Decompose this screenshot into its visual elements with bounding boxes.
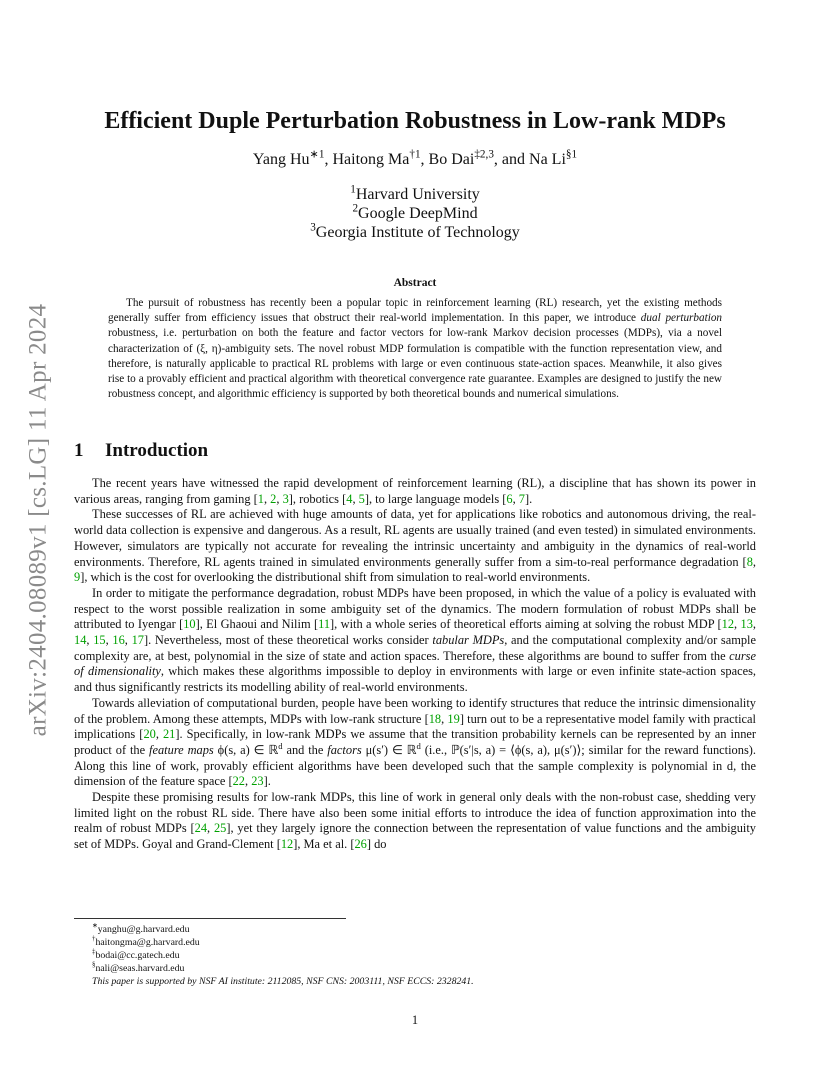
citation-link[interactable]: 1 <box>257 491 264 506</box>
author-name: Na Li <box>529 151 566 168</box>
introduction-body <box>74 476 756 853</box>
citation-link[interactable]: 19 <box>447 711 460 726</box>
footnotes <box>92 923 756 988</box>
citation-link[interactable]: 6 <box>506 491 513 506</box>
affiliation <box>74 185 756 204</box>
affiliation <box>74 204 756 223</box>
author <box>332 148 421 168</box>
footnote-mark: † <box>92 935 96 943</box>
citation-link[interactable]: 4 <box>346 491 353 506</box>
footnote-email[interactable]: bodai@cc.gatech.edu <box>95 950 180 961</box>
funding-note: This paper is supported by NSF AI institute: 2112085, NSF CNS: 2003111, NSF ECCS: 2328241. <box>92 976 474 987</box>
author-list: Yang $Hu^{∗1}$, Haitong Ma$^{\dagger 1}$, Bo Dai$^{\ddagger 2,3}$, and Na Li$^{\S 1}$ <box>252 148 578 168</box>
superscript: d <box>278 740 283 751</box>
citation-link[interactable]: 21 <box>162 727 176 742</box>
author-marks: ‡2,3 <box>474 148 494 161</box>
affiliation <box>74 223 756 242</box>
footnote-mark: § <box>92 961 96 969</box>
affiliation-mark: 3 <box>310 221 316 234</box>
citation-link[interactable]: 3 <box>282 491 289 506</box>
footnote-mark: ‡ <box>92 948 96 956</box>
footnote <box>92 962 756 975</box>
footnote <box>92 923 756 936</box>
footnote-mark: ∗ <box>92 922 98 930</box>
citation-link[interactable]: 23 <box>251 774 264 789</box>
affiliation-list <box>74 185 756 242</box>
citation-link[interactable]: 14 <box>74 633 87 648</box>
body-paragraph: Despite these promising results for low-rank MDPs, this line of work in general only deals with the non-robust case, shedding very limited light on the robust RL side. There have also been some initial efforts to introduce the idea of function approximation into the realm of robust MDPs [24, 25], yet they largely ignore the connection between the representation of value functions and the ambiguity set of MDPs. Goyal and Grand-Clement [12], Ma et al. [26] do <box>74 790 756 852</box>
footnote-divider <box>74 918 346 919</box>
footnote <box>92 936 756 949</box>
section-number: 1 <box>74 440 84 461</box>
citation-link[interactable]: 24 <box>194 821 208 836</box>
citation-link[interactable]: 8 <box>746 554 753 569</box>
page-number: 1 <box>411 1013 419 1027</box>
affiliation-name: Harvard University <box>355 186 480 203</box>
emphasis: feature maps <box>149 742 214 757</box>
affiliation-name: Google DeepMind <box>358 205 478 222</box>
citation-link[interactable]: 13 <box>740 617 753 632</box>
author-name: Haitong Ma <box>332 151 410 168</box>
abstract-emphasis: dual perturbation <box>640 312 723 325</box>
citation-link[interactable]: 18 <box>428 711 442 726</box>
citation-link[interactable]: 25 <box>213 821 227 836</box>
footnote-email[interactable]: yanghu@g.harvard.edu <box>97 924 190 935</box>
emphasis: factors <box>327 742 362 757</box>
citation-link[interactable]: 26 <box>354 837 367 852</box>
superscript: d <box>416 740 421 751</box>
author-marks: §1 <box>565 148 578 161</box>
affiliation-mark: 2 <box>352 202 359 215</box>
body-paragraph: The recent years have witnessed the rapid development of reinforcement learning (RL), a discipline that has shown its power in various areas, ranging from gaming [1, 2, 3], robotics [4, 5], to large language models [6, 7]. <box>74 476 756 506</box>
section-heading <box>74 440 756 462</box>
author <box>529 148 578 168</box>
body-paragraph: In order to mitigate the performance degradation, robust MDPs have been proposed, in which the value of a policy is evaluated with respect to the worst possible realization in some ambiguity set of the dynamics. The modern formulation of robust MDPs shall be attributed to Iyengar [10], El Ghaoui and Nilim [11], with a whole series of theoretical efforts aiming at solving the robust MDP [12, 13, 14, 15, 16, 17]. Nevertheless, most of these theoretical works consider tabular MDPs, and the computational complexity and/or sample complexity are, at best, polynomial in the size of state and action spaces. Therefore, these algorithms are bound to suffer from the curse of dimensionality, which makes these algorithms impossible to deploy in environments with large or even infinite state-action spaces, and thus significantly restricts its modelling ability of real-world environments. <box>74 585 756 695</box>
citation-link[interactable]: 20 <box>143 727 156 742</box>
citation-link[interactable]: 17 <box>131 633 144 648</box>
author-name: Bo Dai <box>428 151 475 168</box>
author <box>428 148 494 168</box>
footnote-email[interactable]: haitongma@g.harvard.edu <box>95 937 200 948</box>
footnote-email[interactable]: nali@seas.harvard.edu <box>95 963 185 974</box>
citation-link[interactable]: 5 <box>358 491 365 506</box>
arxiv-identifier-stamp <box>16 280 60 760</box>
body-paragraph: These successes of RL are achieved with huge amounts of data, yet for applications like robotics and autonomous driving, the real-world data collection is expensive and dangerous. As a result, RL agents are usually trained (and even tested) in simulated environments. However, simulators are typically not accurate for revealing the intrinsic uncertainty and ambiguity in the dynamics of real-world environments. Therefore, RL agents trained in simulated environments generally suffer from a sim-to-real performance degradation [8, 9], which is the cost for overlooking the distributional shift from simulation to real-world environments. <box>74 507 756 585</box>
emphasis: tabular MDPs <box>432 633 505 648</box>
arxiv-id-text: arXiv:2404.08089v1 [cs.LG] 11 Apr 2024 <box>24 303 52 737</box>
citation-link[interactable]: 15 <box>93 633 106 648</box>
body-paragraph: Towards alleviation of computational burden, people have been working to identify structures that reduce the intrinsic dimensionality of the problem. Among these attempts, MDPs with low-rank structure [18, 19] turn out to be a representative model family with practical implications [20, 21]. Specifically, in low-rank MDPs we assume that the transition probability kernels can be represented by an inner product of the feature maps ϕ(s, a) ∈ ℝ$^d$ and the factors μ(s′) ∈ ℝ$^d$ (i.e., ℙ(s′|s, a) = ⟨ϕ(s, a), μ(s′)⟩; similar for the reward functions). Along this line of work, provably efficient algorithms have been developed such that the sample complexity is polynomial in d, the dimension of the feature space [22, 23]. <box>74 695 757 789</box>
citation-link[interactable]: 12 <box>280 837 294 852</box>
affiliation-mark: 1 <box>350 183 356 196</box>
citation-link[interactable]: 2 <box>270 491 277 506</box>
citation-link[interactable]: 9 <box>74 570 81 585</box>
footnote <box>92 949 756 962</box>
author-name: Yang Hu <box>252 151 310 168</box>
section-title: Introduction <box>105 440 209 461</box>
author-marks: ∗1 <box>309 148 325 161</box>
citation-link[interactable]: 12 <box>721 617 735 632</box>
abstract-heading: Abstract <box>393 277 437 289</box>
citation-link[interactable]: 11 <box>318 617 331 632</box>
citation-link[interactable]: 22 <box>232 774 245 789</box>
abstract-text: The pursuit of robustness has recently been a popular topic in reinforcement learning (RL) research, yet the existing methods generally suffer from efficiency issues that obstruct their real-world implementation. In this paper, we introduce dual perturbation robustness, i.e. perturbation on both the feature and factor vectors for low-rank Markov decision processes (MDPs), via a novel characterization of (ξ, η)-ambiguity sets. The novel robust MDP formulation is compatible with the function representation view, and therefore, is naturally applicable to practical RL problems with large or even continuous state-action spaces. Meanwhile, it also gives rise to a provably efficient and practical algorithm with theoretical convergence rate guarantee. Examples are designed to justify the new robustness concept, and algorithmic efficiency is supported by both theoretical bounds and numerical simulations. <box>108 297 723 401</box>
citation-link[interactable]: 16 <box>112 633 125 648</box>
emphasis: curse of dimensionality <box>74 648 756 679</box>
affiliation-name: Georgia Institute of Technology <box>315 224 520 241</box>
author <box>252 148 325 168</box>
citation-link[interactable]: 7 <box>518 491 525 506</box>
citation-link[interactable]: 10 <box>183 617 196 632</box>
paper-title: Efficient Duple Perturbation Robustness in Low-rank MDPs <box>104 108 726 134</box>
author-marks: †1 <box>409 148 421 161</box>
